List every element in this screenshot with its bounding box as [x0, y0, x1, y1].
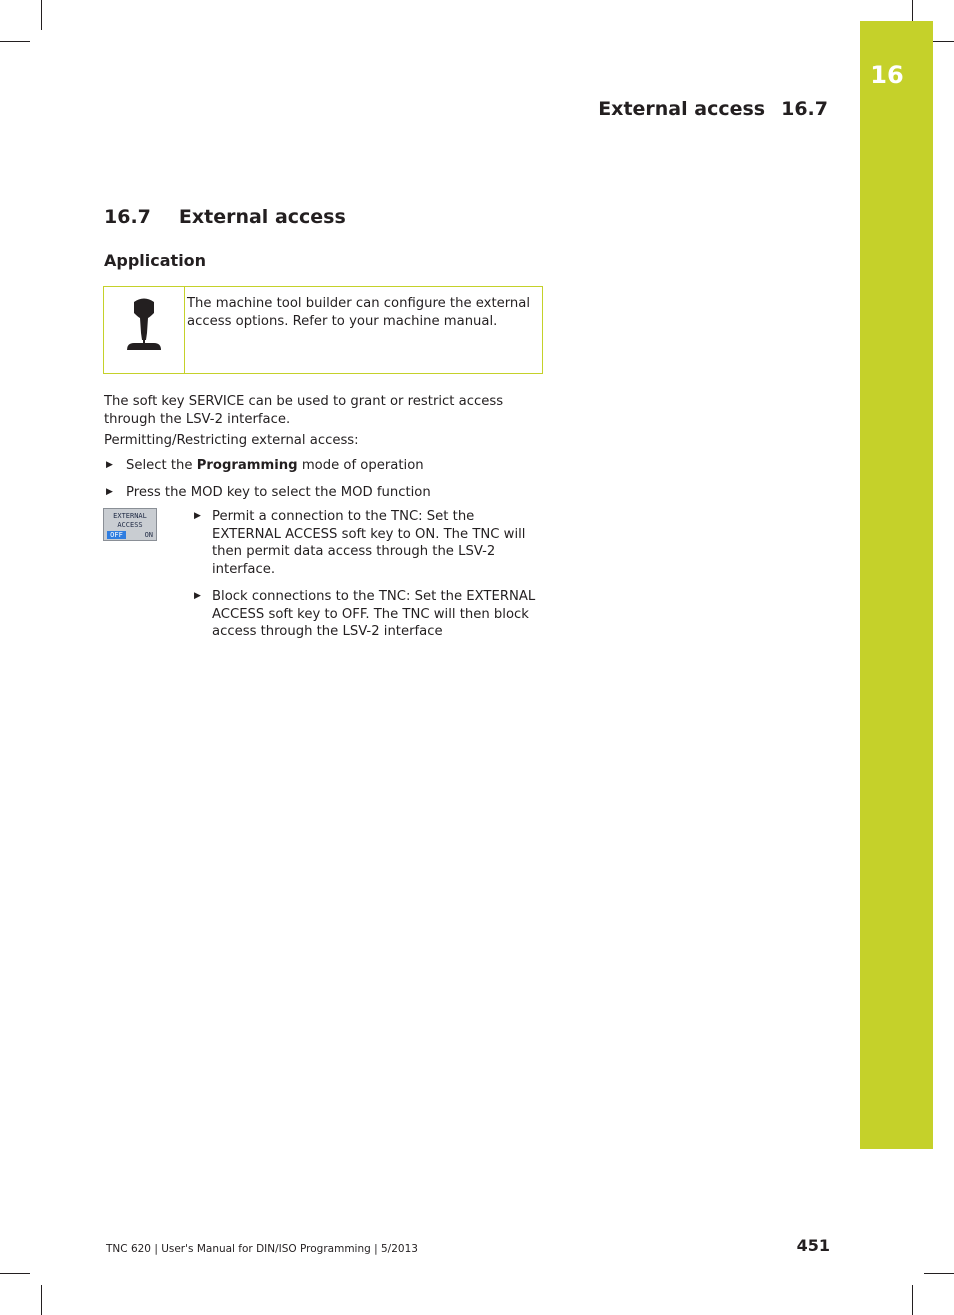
body-paragraph: Permitting/Restricting external access:: [104, 433, 359, 448]
running-head-number: 16.7: [781, 98, 828, 120]
running-head: [598, 98, 828, 120]
substep-item: [194, 588, 546, 641]
subsection-heading: Application: [104, 251, 207, 270]
crop-mark: [41, 1285, 42, 1315]
chapter-tab: [860, 21, 933, 1149]
step-item: [106, 484, 546, 502]
page-footer: TNC 620 | User's Manual for DIN/ISO Programming | 5/2013: [106, 1243, 418, 1255]
bullet-arrow-icon: ▶: [106, 460, 113, 470]
chapter-number: 16: [870, 61, 904, 89]
section-title: External access: [178, 206, 346, 228]
softkey-label: EXTERNAL: [113, 512, 147, 520]
substep-item: [194, 508, 546, 578]
crop-mark: [924, 1273, 954, 1274]
softkey-off-state: OFF: [107, 531, 126, 539]
substep-text: Permit a connection to the TNC: Set the EXTERNAL ACCESS soft key to ON. The TNC will then permit data access through the LSV-2 interface.: [212, 509, 526, 577]
bullet-arrow-icon: ▶: [194, 591, 201, 601]
note-divider: [184, 287, 185, 373]
step-text: Press the MOD key to select the MOD function: [126, 485, 431, 500]
body-paragraph: The soft key SERVICE can be used to grant or restrict access through the LSV-2 interface.: [104, 394, 504, 427]
crop-mark: [0, 1273, 30, 1274]
step-item: [106, 457, 546, 475]
softkey-on-state: ON: [144, 531, 153, 539]
running-head-title: External access: [598, 98, 766, 120]
step-text: Select the: [126, 458, 197, 473]
softkey-label: ACCESS: [117, 521, 143, 529]
crop-mark: [41, 0, 42, 30]
substep-text: Block connections to the TNC: Set the EXTERNAL ACCESS soft key to OFF. The TNC will then block access through the LSV-2 interface: [212, 589, 536, 639]
bullet-arrow-icon: ▶: [106, 487, 113, 497]
section-number: 16.7: [104, 206, 151, 228]
section-heading: [104, 206, 346, 228]
step-emphasis: Programming: [196, 458, 298, 473]
bullet-arrow-icon: ▶: [194, 511, 201, 521]
note-text: The machine tool builder can configure the external access options. Refer to your machine manual.: [187, 296, 531, 329]
external-access-softkey: [103, 508, 157, 541]
step-text: mode of operation: [297, 458, 424, 473]
crop-mark: [0, 41, 30, 42]
crop-mark: [912, 1285, 913, 1315]
page-number: 451: [796, 1236, 830, 1255]
note-box: [103, 286, 543, 374]
machine-tool-builder-icon: [122, 297, 166, 353]
